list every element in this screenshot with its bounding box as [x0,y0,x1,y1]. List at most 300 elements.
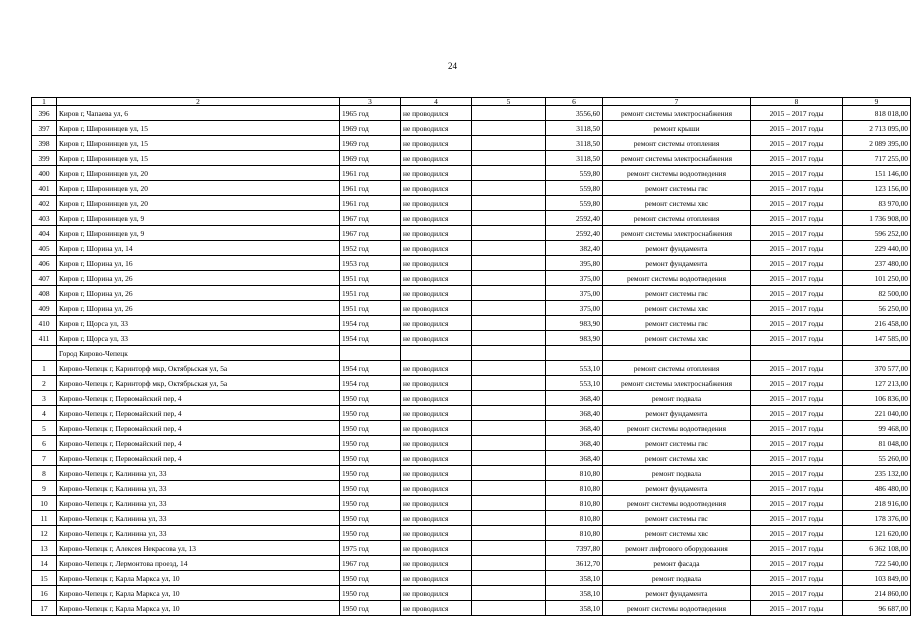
table-row [32,151,911,166]
year-cell: 1967 год [340,556,401,571]
address-cell: Кирово-Чепецк г, Первомайский пер, 4 [57,421,340,436]
cost-cell: 235 132,00 [843,466,911,481]
address-cell: Киров г, Щорса ул, 33 [57,316,340,331]
cost-cell: 221 040,00 [843,406,911,421]
address-cell: Кирово-Чепецк г, Первомайский пер, 4 [57,391,340,406]
work-type-cell: ремонт подвала [603,391,751,406]
address-cell: Киров г, Шорина ул, 26 [57,286,340,301]
survey-status-cell: не проводился [401,526,472,541]
column-5-cell [472,196,546,211]
work-type-cell: ремонт фундамента [603,256,751,271]
row-number-cell: 10 [32,496,57,511]
column-5-cell [472,406,546,421]
address-cell: Киров г, Шорина ул, 16 [57,256,340,271]
period-cell: 2015 – 2017 годы [751,301,843,316]
column-5-cell [472,601,546,616]
period-cell: 2015 – 2017 годы [751,421,843,436]
row-number-cell: 396 [32,106,57,121]
cost-cell: 127 213,00 [843,376,911,391]
table-row [32,421,911,436]
row-number-cell: 399 [32,151,57,166]
period-cell: 2015 – 2017 годы [751,106,843,121]
work-type-cell: ремонт подвала [603,466,751,481]
row-number-cell: 407 [32,271,57,286]
table-row [32,586,911,601]
area-cell: 375,00 [546,301,603,316]
area-cell: 368,40 [546,436,603,451]
table-row [32,406,911,421]
survey-status-cell: не проводился [401,376,472,391]
table-row [32,481,911,496]
cost-cell: 2 713 095,00 [843,121,911,136]
row-number-cell: 405 [32,241,57,256]
address-cell: Кирово-Чепецк г, Первомайский пер, 4 [57,451,340,466]
area-cell: 559,80 [546,181,603,196]
row-number-cell: 410 [32,316,57,331]
row-number-cell: 3 [32,391,57,406]
column-number-row [32,98,911,106]
survey-status-cell: не проводился [401,496,472,511]
work-type-cell: ремонт фасада [603,556,751,571]
address-cell: Киров г, Чапаева ул, 6 [57,106,340,121]
cost-cell: 370 577,00 [843,361,911,376]
area-cell: 358,10 [546,586,603,601]
survey-status-cell: не проводился [401,106,472,121]
survey-status-cell: не проводился [401,121,472,136]
row-number-cell: 397 [32,121,57,136]
cost-cell: 147 585,00 [843,331,911,346]
table-row [32,436,911,451]
column-5-cell [472,451,546,466]
survey-status-cell: не проводился [401,331,472,346]
column-5-cell [472,256,546,271]
work-type-cell: ремонт крыши [603,121,751,136]
period-cell: 2015 – 2017 годы [751,406,843,421]
work-type-cell: ремонт системы электроснабжения [603,151,751,166]
row-number-cell: 17 [32,601,57,616]
work-type-cell: ремонт системы водоотведения [603,271,751,286]
row-number-cell: 7 [32,451,57,466]
address-cell: Киров г, Широнинцев ул, 9 [57,211,340,226]
column-number: 4 [401,98,472,106]
row-number-cell: 8 [32,466,57,481]
address-cell: Киров г, Шорина ул, 14 [57,241,340,256]
survey-status-cell: не проводился [401,391,472,406]
period-cell: 2015 – 2017 годы [751,226,843,241]
area-cell: 810,80 [546,481,603,496]
row-number-cell: 11 [32,511,57,526]
period-cell: 2015 – 2017 годы [751,166,843,181]
address-cell: Кирово-Чепецк г, Калинина ул, 33 [57,466,340,481]
section-empty-cell [546,346,603,361]
table-row [32,106,911,121]
area-cell: 3556,60 [546,106,603,121]
period-cell: 2015 – 2017 годы [751,241,843,256]
address-cell: Киров г, Широнинцев ул, 15 [57,151,340,166]
column-number: 7 [603,98,751,106]
table-row [32,196,911,211]
row-number-cell: 13 [32,541,57,556]
period-cell: 2015 – 2017 годы [751,331,843,346]
table-row [32,451,911,466]
period-cell: 2015 – 2017 годы [751,601,843,616]
column-number: 2 [57,98,340,106]
area-cell: 3118,50 [546,151,603,166]
period-cell: 2015 – 2017 годы [751,136,843,151]
table-row [32,571,911,586]
row-number-cell: 2 [32,376,57,391]
column-number: 9 [843,98,911,106]
year-cell: 1961 год [340,196,401,211]
column-5-cell [472,436,546,451]
survey-status-cell: не проводился [401,571,472,586]
section-empty-cell [340,346,401,361]
survey-status-cell: не проводился [401,406,472,421]
survey-status-cell: не проводился [401,466,472,481]
cost-cell: 82 500,00 [843,286,911,301]
work-type-cell: ремонт фундамента [603,586,751,601]
period-cell: 2015 – 2017 годы [751,586,843,601]
cost-cell: 486 480,00 [843,481,911,496]
area-cell: 559,80 [546,166,603,181]
address-cell: Киров г, Шорина ул, 26 [57,301,340,316]
table-row [32,361,911,376]
survey-status-cell: не проводился [401,451,472,466]
cost-cell: 83 970,00 [843,196,911,211]
survey-status-cell: не проводился [401,301,472,316]
period-cell: 2015 – 2017 годы [751,511,843,526]
address-cell: Кирово-Чепецк г, Калинина ул, 33 [57,496,340,511]
period-cell: 2015 – 2017 годы [751,571,843,586]
column-5-cell [472,106,546,121]
cost-cell: 596 252,00 [843,226,911,241]
period-cell: 2015 – 2017 годы [751,376,843,391]
work-type-cell: ремонт системы отопления [603,136,751,151]
year-cell: 1951 год [340,286,401,301]
period-cell: 2015 – 2017 годы [751,481,843,496]
year-cell: 1950 год [340,436,401,451]
year-cell: 1950 год [340,601,401,616]
column-5-cell [472,301,546,316]
work-type-cell: ремонт системы гвс [603,511,751,526]
work-type-cell: ремонт системы гвс [603,316,751,331]
address-cell: Кирово-Чепецк г, Карла Маркса ул, 10 [57,571,340,586]
row-number-cell: 406 [32,256,57,271]
area-cell: 810,80 [546,466,603,481]
cost-cell: 237 480,00 [843,256,911,271]
column-5-cell [472,166,546,181]
period-cell: 2015 – 2017 годы [751,391,843,406]
survey-status-cell: не проводился [401,556,472,571]
work-type-cell: ремонт системы электроснабжения [603,106,751,121]
year-cell: 1953 год [340,256,401,271]
cost-cell: 123 156,00 [843,181,911,196]
row-number-cell: 1 [32,361,57,376]
area-cell: 810,80 [546,526,603,541]
table-row [32,136,911,151]
survey-status-cell: не проводился [401,601,472,616]
area-cell: 368,40 [546,451,603,466]
year-cell: 1950 год [340,496,401,511]
column-5-cell [472,211,546,226]
address-cell: Кирово-Чепецк г, Алексея Некрасова ул, 13 [57,541,340,556]
column-5-cell [472,136,546,151]
area-cell: 2592,40 [546,211,603,226]
row-number-cell: 4 [32,406,57,421]
survey-status-cell: не проводился [401,286,472,301]
cost-cell: 818 018,00 [843,106,911,121]
cost-cell: 6 362 108,00 [843,541,911,556]
row-number-cell: 5 [32,421,57,436]
year-cell: 1954 год [340,376,401,391]
area-cell: 358,10 [546,601,603,616]
row-number-cell: 9 [32,481,57,496]
address-cell: Кирово-Чепецк г, Калинина ул, 33 [57,526,340,541]
area-cell: 368,40 [546,406,603,421]
section-empty-cell [843,346,911,361]
page-number: 24 [448,61,457,71]
period-cell: 2015 – 2017 годы [751,526,843,541]
work-type-cell: ремонт системы водоотведения [603,166,751,181]
work-type-cell: ремонт фундамента [603,406,751,421]
year-cell: 1967 год [340,211,401,226]
column-number: 5 [472,98,546,106]
table-row [32,466,911,481]
period-cell: 2015 – 2017 годы [751,496,843,511]
cost-cell: 55 260,00 [843,451,911,466]
work-type-cell: ремонт системы хвс [603,331,751,346]
column-5-cell [472,271,546,286]
work-type-cell: ремонт системы хвс [603,301,751,316]
column-5-cell [472,361,546,376]
area-cell: 553,10 [546,376,603,391]
column-5-cell [472,556,546,571]
year-cell: 1951 год [340,301,401,316]
period-cell: 2015 – 2017 годы [751,316,843,331]
address-cell: Киров г, Широнинцев ул, 20 [57,181,340,196]
address-cell: Кирово-Чепецк г, Лермонтова проезд, 14 [57,556,340,571]
survey-status-cell: не проводился [401,136,472,151]
table-row [32,226,911,241]
cost-cell: 216 458,00 [843,316,911,331]
address-cell: Кирово-Чепецк г, Калинина ул, 33 [57,511,340,526]
survey-status-cell: не проводился [401,241,472,256]
cost-cell: 2 089 395,00 [843,136,911,151]
period-cell: 2015 – 2017 годы [751,271,843,286]
work-type-cell: ремонт фундамента [603,481,751,496]
cost-cell: 103 849,00 [843,571,911,586]
cost-cell: 229 440,00 [843,241,911,256]
cost-cell: 1 736 908,00 [843,211,911,226]
work-type-cell: ремонт системы водоотведения [603,601,751,616]
period-cell: 2015 – 2017 годы [751,151,843,166]
period-cell: 2015 – 2017 годы [751,196,843,211]
column-5-cell [472,316,546,331]
period-cell: 2015 – 2017 годы [751,556,843,571]
column-5-cell [472,121,546,136]
section-title: Город Кирово-Чепецк [57,346,340,361]
row-number-cell: 408 [32,286,57,301]
cost-cell: 214 860,00 [843,586,911,601]
year-cell: 1950 год [340,571,401,586]
survey-status-cell: не проводился [401,271,472,286]
area-cell: 810,80 [546,511,603,526]
survey-status-cell: не проводился [401,211,472,226]
row-number-cell: 400 [32,166,57,181]
address-cell: Киров г, Широнинцев ул, 20 [57,196,340,211]
table-row [32,331,911,346]
address-cell: Киров г, Широнинцев ул, 15 [57,136,340,151]
section-empty-cell [472,346,546,361]
row-number-cell: 14 [32,556,57,571]
row-number-cell: 6 [32,436,57,451]
work-type-cell: ремонт системы хвс [603,526,751,541]
table-row [32,181,911,196]
section-empty-cell [401,346,472,361]
column-5-cell [472,286,546,301]
area-cell: 395,80 [546,256,603,271]
table-row [32,286,911,301]
survey-status-cell: не проводился [401,196,472,211]
section-empty-cell [751,346,843,361]
row-number-cell: 402 [32,196,57,211]
column-5-cell [472,421,546,436]
year-cell: 1950 год [340,481,401,496]
survey-status-cell: не проводился [401,481,472,496]
address-cell: Киров г, Широнинцев ул, 9 [57,226,340,241]
cost-cell: 81 048,00 [843,436,911,451]
table-row [32,241,911,256]
period-cell: 2015 – 2017 годы [751,181,843,196]
survey-status-cell: не проводился [401,256,472,271]
work-type-cell: ремонт системы хвс [603,451,751,466]
year-cell: 1965 год [340,106,401,121]
table-row [32,121,911,136]
work-type-cell: ремонт системы водоотведения [603,421,751,436]
cost-cell: 106 836,00 [843,391,911,406]
survey-status-cell: не проводился [401,436,472,451]
table-row [32,301,911,316]
address-cell: Кирово-Чепецк г, Первомайский пер, 4 [57,436,340,451]
work-type-cell: ремонт системы гвс [603,436,751,451]
column-number: 3 [340,98,401,106]
survey-status-cell: не проводился [401,361,472,376]
year-cell: 1952 год [340,241,401,256]
period-cell: 2015 – 2017 годы [751,541,843,556]
year-cell: 1975 год [340,541,401,556]
year-cell: 1950 год [340,526,401,541]
row-number-cell: 404 [32,226,57,241]
work-type-cell: ремонт системы гвс [603,286,751,301]
area-cell: 553,10 [546,361,603,376]
period-cell: 2015 – 2017 годы [751,466,843,481]
repair-program-table [31,97,911,616]
column-5-cell [472,526,546,541]
table-row [32,256,911,271]
year-cell: 1950 год [340,511,401,526]
address-cell: Киров г, Широнинцев ул, 15 [57,121,340,136]
column-5-cell [472,481,546,496]
period-cell: 2015 – 2017 годы [751,436,843,451]
column-5-cell [472,226,546,241]
year-cell: 1950 год [340,451,401,466]
address-cell: Киров г, Шорина ул, 26 [57,271,340,286]
row-number-cell: 403 [32,211,57,226]
area-cell: 810,80 [546,496,603,511]
area-cell: 3612,70 [546,556,603,571]
column-5-cell [472,241,546,256]
area-cell: 2592,40 [546,226,603,241]
column-5-cell [472,511,546,526]
survey-status-cell: не проводился [401,421,472,436]
column-number: 8 [751,98,843,106]
cost-cell: 218 916,00 [843,496,911,511]
address-cell: Кирово-Чепецк г, Карла Маркса ул, 10 [57,601,340,616]
survey-status-cell: не проводился [401,541,472,556]
column-number: 6 [546,98,603,106]
table-row [32,601,911,616]
year-cell: 1954 год [340,316,401,331]
table-row [32,541,911,556]
survey-status-cell: не проводился [401,151,472,166]
area-cell: 375,00 [546,271,603,286]
cost-cell: 717 255,00 [843,151,911,166]
area-cell: 983,90 [546,316,603,331]
row-number-cell: 409 [32,301,57,316]
area-cell: 358,10 [546,571,603,586]
column-5-cell [472,331,546,346]
cost-cell: 101 250,00 [843,271,911,286]
table-row [32,511,911,526]
table-row [32,166,911,181]
work-type-cell: ремонт лифтового оборудования [603,541,751,556]
survey-status-cell: не проводился [401,316,472,331]
address-cell: Киров г, Широнинцев ул, 20 [57,166,340,181]
cost-cell: 151 146,00 [843,166,911,181]
area-cell: 559,80 [546,196,603,211]
year-cell: 1950 год [340,466,401,481]
address-cell: Кирово-Чепецк г, Каринторф мкр, Октябрьская ул, 5а [57,361,340,376]
row-number-cell: 398 [32,136,57,151]
area-cell: 368,40 [546,421,603,436]
work-type-cell: ремонт системы отопления [603,211,751,226]
column-5-cell [472,571,546,586]
table-row [32,271,911,286]
section-empty-cell [32,346,57,361]
work-type-cell: ремонт системы электроснабжения [603,226,751,241]
row-number-cell: 15 [32,571,57,586]
area-cell: 983,90 [546,331,603,346]
year-cell: 1969 год [340,121,401,136]
cost-cell: 96 687,00 [843,601,911,616]
year-cell: 1961 год [340,181,401,196]
address-cell: Кирово-Чепецк г, Каринторф мкр, Октябрьская ул, 5а [57,376,340,391]
area-cell: 3118,50 [546,121,603,136]
work-type-cell: ремонт фундамента [603,241,751,256]
year-cell: 1961 год [340,166,401,181]
column-5-cell [472,151,546,166]
cost-cell: 99 468,00 [843,421,911,436]
table-row [32,496,911,511]
area-cell: 368,40 [546,391,603,406]
survey-status-cell: не проводился [401,166,472,181]
period-cell: 2015 – 2017 годы [751,121,843,136]
table-row [32,391,911,406]
area-cell: 375,00 [546,286,603,301]
survey-status-cell: не проводился [401,226,472,241]
row-number-cell: 411 [32,331,57,346]
area-cell: 3118,50 [546,136,603,151]
